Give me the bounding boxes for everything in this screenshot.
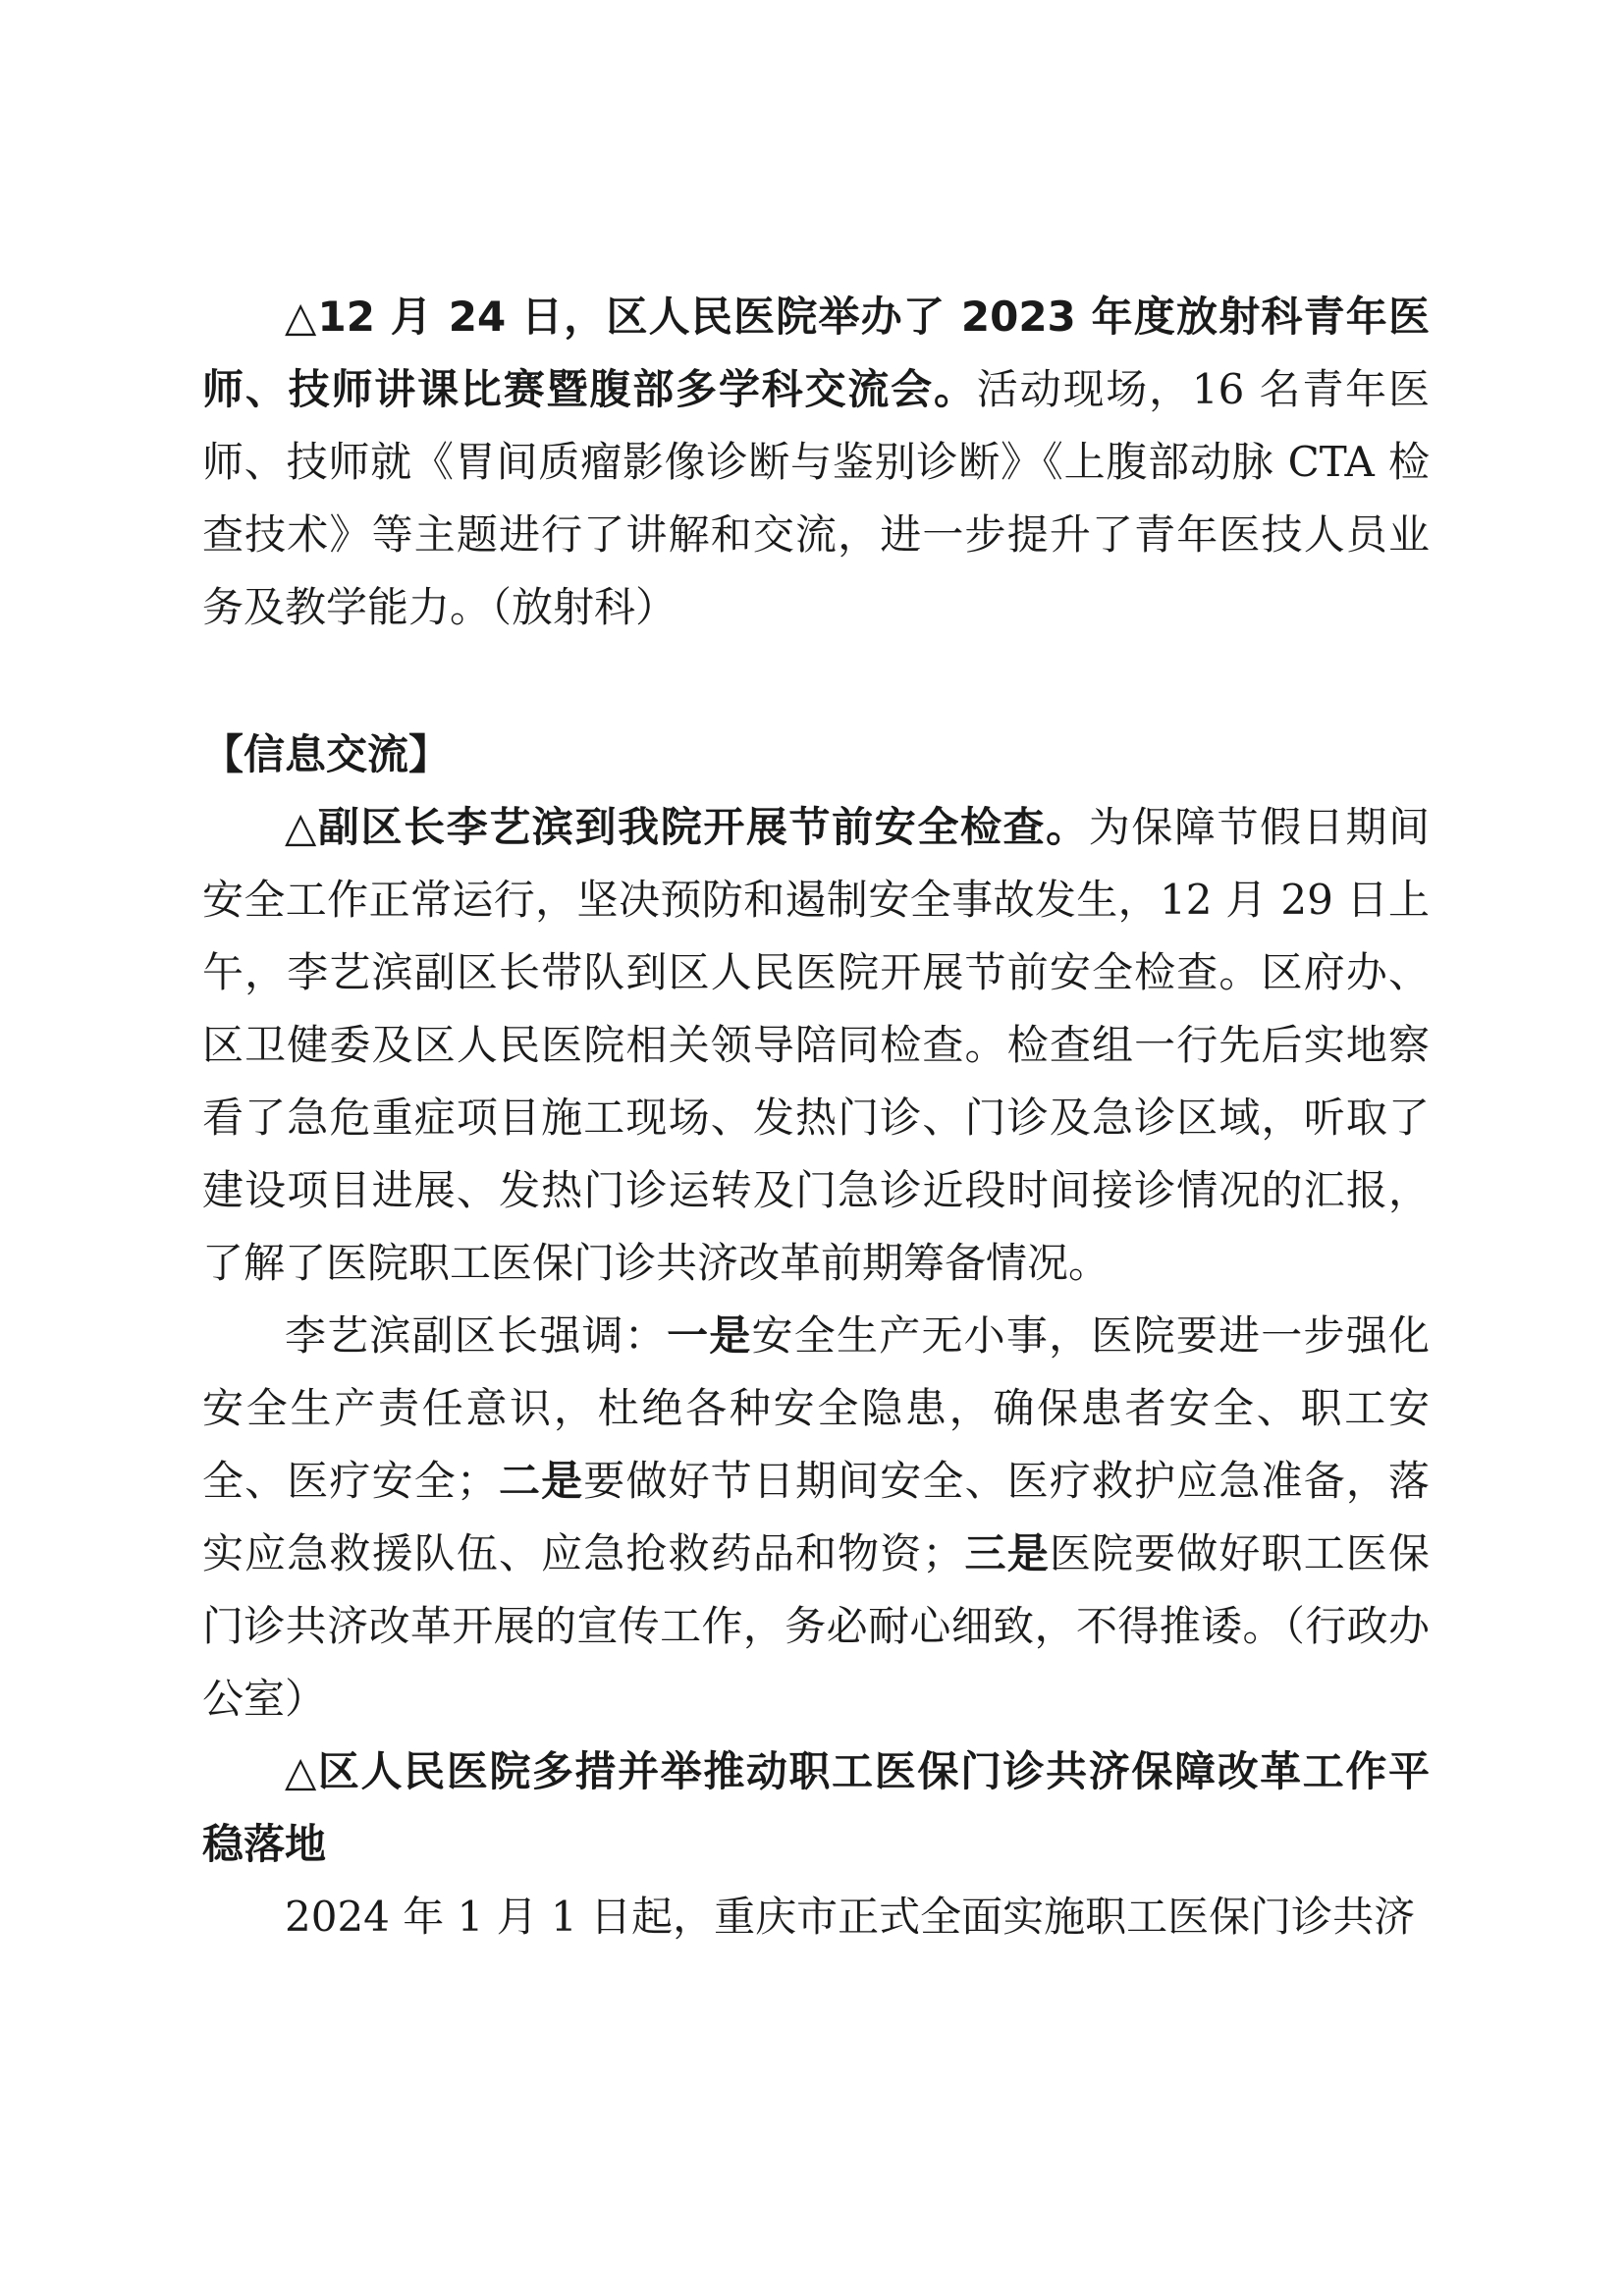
news-item-text: 活动现场，16 名青年医师、技师就《胃间质瘤影像诊断与鉴别诊断》《上腹部动脉 CTA 检查技术》等主题进行了讲解和交流，进一步提升了青年医技人员业务及教学能力。（放射科） (202, 365, 1430, 631)
emphasis-lead: 李艺滨副区长强调： (285, 1311, 668, 1360)
news-item-title: △区人民医院多措并举推动职工医保门诊共济保障改革工作平稳落地 (202, 1747, 1430, 1868)
news-item-text-paragraph (202, 1881, 1430, 1953)
news-item-title: △副区长李艺滨到我院开展节前安全检查。 (285, 803, 1089, 851)
news-item-text: 为保障节假日期间安全工作正常运行，坚决预防和遏制安全事故发生，12 月 29 日上午，李艺滨副区长带队到区人民医院开展节前安全检查。区府办、区卫健委及区人民医院相关领导陪同检查。检查组一行先后实地察看了急危重症项目施工现场、发热门诊、门诊及急诊区域，听取了建设项目进展、发热门诊运转及门急诊近段时间接诊情况的汇报，了解了医院职工医保门诊共济改革前期筹备情况。 (202, 803, 1430, 1287)
point-three-text: 医院要做好职工医保门诊共济改革开展的宣传工作，务必耐心细致，不得推诿。 (202, 1529, 1430, 1650)
document-body (202, 281, 1430, 1953)
news-item-safety-check (202, 791, 1430, 1300)
section-heading (202, 719, 1430, 791)
section-heading-text: 【信息交流】 (202, 730, 451, 778)
news-item-insurance-reform (202, 1735, 1430, 1881)
point-two-text: 要做好节日期间安全、医疗救护应急准备，落实应急救援队伍、应急抢救药品和物资； (202, 1457, 1430, 1577)
point-two-keyword: 二是 (497, 1457, 584, 1505)
point-one-keyword: 一是 (667, 1311, 752, 1360)
news-item-emphasis (202, 1300, 1430, 1735)
news-item-title: △12 月 24 日，区人民医院举办了 2023 年度放射科青年医师、技师讲课比赛暨腹部多学科交流会。 (202, 293, 1430, 413)
point-three-keyword: 三是 (963, 1529, 1050, 1577)
news-item-source: （行政办公室） (202, 1602, 1430, 1723)
spacer (202, 644, 1430, 719)
point-one-text: 安全生产无小事，医院要进一步强化安全生产责任意识，杜绝各种安全隐患，确保患者安全、职工安全、医疗安全； (202, 1311, 1430, 1505)
news-item-text: 2024 年 1 月 1 日起，重庆市正式全面实施职工医保门诊共济 (285, 1893, 1416, 1941)
news-item-radiology (202, 281, 1430, 644)
